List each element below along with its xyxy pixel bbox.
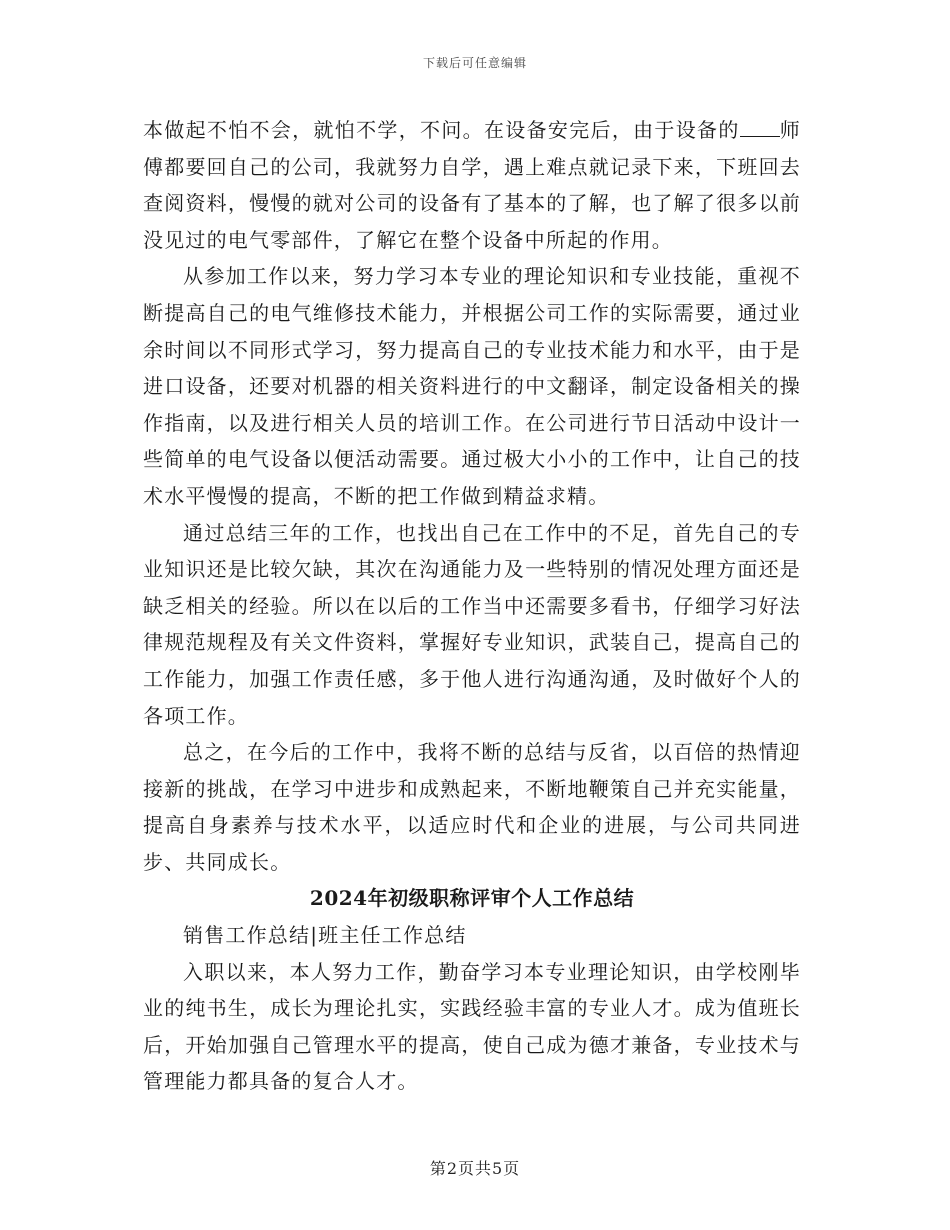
paragraph-2: 从参加工作以来，努力学习本专业的理论知识和专业技能，重视不断提高自己的电气维修技术能力，并根据公司工作的实际需要，通过业余时间以不同形式学习，努力提高自己的专业技术能力和水平，由于是进口设备，还要对机器的相关资料进行的中文翻译，制定设备相关的操作指南，以及进行相关人员的培训工作。在公司进行节日活动中设计一些简单的电气设备以便活动需要。通过极大小小的工作中，让自己的技术水平慢慢的提高，不断的把工作做到精益求精。 — [143, 264, 801, 508]
section-title: 2024年初级职称评审个人工作总结 — [309, 886, 635, 911]
page-number: 第2页共5页 — [429, 1159, 521, 1178]
related-links-line[interactable]: 销售工作总结|班主任工作总结 — [183, 923, 467, 948]
fill-in-blank — [740, 118, 780, 137]
paragraph-3: 通过总结三年的工作，也找出自己在工作中的不足，首先自己的专业知识还是比较欠缺，其次在沟通能力及一些特别的情况处理方面还是缺乏相关的经验。所以在以后的工作当中还需要多看书，仔细学习好法律规范规程及有关文件资料，掌握好专业知识，武装自己，提高自己的工作能力，加强工作责任感，多于他人进行沟通沟通，及时做好个人的各项工作。 — [143, 520, 801, 728]
document-body — [143, 112, 801, 1100]
paragraph-4: 总之，在今后的工作中，我将不断的总结与反省，以百倍的热情迎接新的挑战，在学习中进步和成熟起来，不断地鞭策自己并充实能量，提高自身素养与技术水平，以适应时代和企业的进展，与公司共同进步、共同成长。 — [143, 740, 801, 874]
paragraph-1 — [143, 112, 801, 258]
paragraph-5: 入职以来，本人努力工作，勤奋学习本专业理论知识，由学校刚毕业的纯书生，成长为理论扎实，实践经验丰富的专业人才。成为值班长后，开始加强自己管理水平的提高，使自己成为德才兼备，专业技术与管理能力都具备的复合人才。 — [143, 959, 801, 1094]
page-header: 下载后可任意编辑 — [422, 56, 527, 70]
paragraph-1-part-b: 师傅都要回自己的公司，我就努力自学，遇上难点就记录下来，下班回去查阅资料，慢慢的就对公司的设备有了基本的了解，也了解了很多以前没见过的电气零部件，了解它在整个设备中所起的作用。 — [143, 118, 801, 252]
paragraph-1-part-a: 本做起不怕不会，就怕不学，不问。在设备安完后，由于设备的 — [143, 118, 740, 142]
